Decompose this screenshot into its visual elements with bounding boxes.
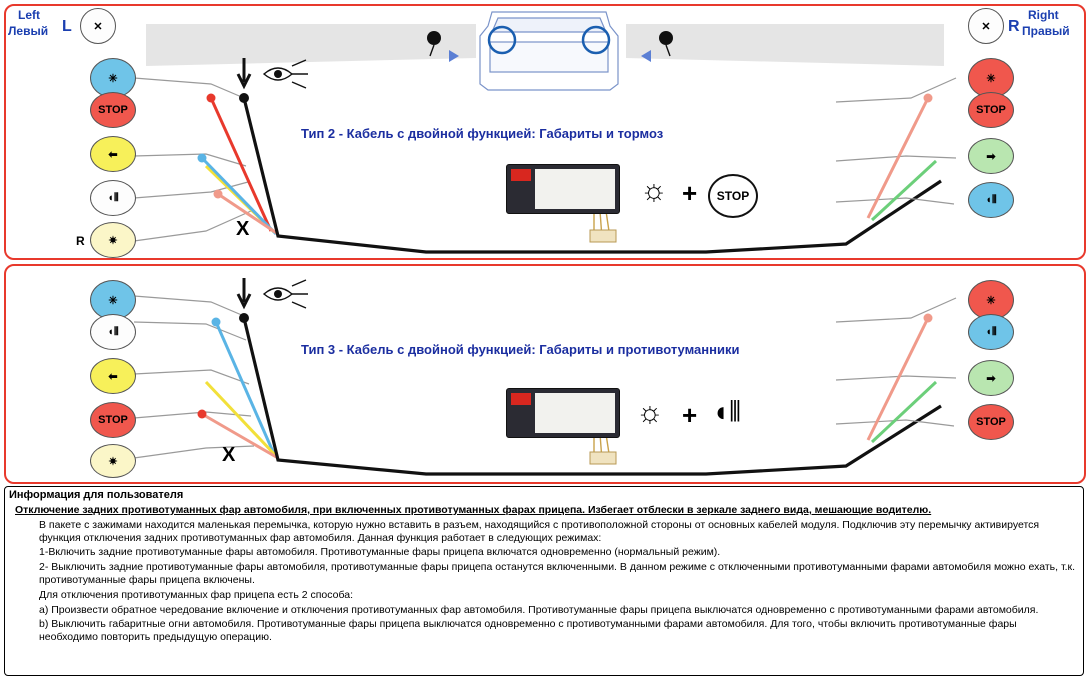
lamp3-left-fog: ◖⦀: [90, 314, 136, 350]
car-outline: [480, 12, 618, 90]
marker-light-icon: ☼: [640, 174, 668, 207]
module-box-2: [506, 164, 620, 214]
right-connector-icon: ✕: [968, 8, 1004, 44]
info-heading: Информация для пользователя: [9, 489, 184, 501]
info-paragraph-5: a) Произвести обратное чередование включение и отключения противотуманных фар автомобиля. Противотуманные фары прицепа выключатся одновременно с противотуманными фарами автомобиля.: [39, 603, 1039, 616]
module-logo: [511, 169, 531, 181]
panel-3-title: Тип 3 - Кабель с двойной функцией: Габариты и противотуманники: [301, 342, 740, 357]
info-paragraph-4: Для отключения противотуманных фар прицепа есть 2 способа:: [39, 588, 353, 601]
lamp3-left-plate: ✷: [90, 444, 136, 478]
label-left-en: Left: [18, 8, 40, 22]
stop-symbol-2: STOP: [708, 174, 758, 218]
lamp3-left-indicator: ⬅: [90, 358, 136, 394]
panel-3-graphics: [6, 266, 1084, 482]
lamp3-right-fog: ◖⦀: [968, 314, 1014, 350]
panel-2-title: Тип 2 - Кабель с двойной функцией: Габариты и тормоз: [301, 126, 664, 141]
lamp3-left-stop: STOP: [90, 402, 136, 438]
module-box-3: [506, 388, 620, 438]
lamp3-right-indicator: ➡: [968, 360, 1014, 396]
plus-sign-2: +: [682, 178, 698, 208]
module-label: [535, 169, 615, 209]
eye-icon-3: [264, 280, 308, 308]
module-logo-3: [511, 393, 531, 405]
lamp-right-indicator: ➡: [968, 138, 1014, 174]
lamp-left-reverse: ✳: [90, 58, 136, 98]
lamp3-left-reverse: ✳: [90, 280, 136, 320]
lamp-left-stop: STOP: [90, 92, 136, 128]
lamp-right-fog: ◖⦀: [968, 182, 1014, 218]
lamp-left-fog: ◖⦀: [90, 180, 136, 216]
module-label-3: [535, 393, 615, 433]
panel-2-graphics: [6, 6, 1084, 258]
info-paragraph-6: b) Выключить габаритные огни автомобиля. Противотуманные фары прицепа выключатся одновременно с противотуманными фарами автомобиля. Для того, чтобы включить противотуманные фары необходимо повторить предыдущую операцию.: [39, 618, 1017, 644]
down-arrow-icon-3: [238, 278, 250, 306]
lamp3-right-reverse: ✳: [968, 280, 1014, 320]
left-connector-icon: ✕: [80, 8, 116, 44]
label-left-ru: Левый: [8, 24, 49, 38]
panel-type-3: [4, 264, 1086, 484]
lamp3-right-stop: STOP: [968, 404, 1014, 440]
label-right-ru: Правый: [1022, 24, 1070, 38]
label-left-letter: L: [62, 18, 72, 35]
info-paragraph-1: В пакете с зажимами находится маленькая перемычка, которую нужно вставить в разъем, находящийся с противоположной стороны от основных кабелей модуля. Подключив эту перемычку активируется функция отключения задних противотуманных фар автомобиля. Данная функция работает в следующих режимах:: [39, 518, 1040, 544]
lamp-left-indicator: ⬅: [90, 136, 136, 172]
lamp-left-plate: ✷: [90, 222, 136, 258]
fog-light-icon-3: ◖⦀: [712, 396, 742, 427]
marker-light-icon-3: ☼: [636, 396, 664, 429]
panel-type-2: [4, 4, 1086, 260]
lamp-right-stop: STOP: [968, 92, 1014, 128]
x-mark-3: X: [222, 444, 236, 466]
user-information-box: [4, 486, 1084, 676]
eye-icon: [264, 60, 308, 88]
info-subheading: Отключение задних противотуманных фар автомобиля, при включенных противотуманных фарах прицепа. Избегает отблески в зеркале заднего вида, мешающие водителю.: [15, 504, 932, 516]
label-r-left: R: [76, 234, 85, 248]
label-right-letter: R: [1008, 18, 1020, 35]
info-paragraph-3: 2- Выключить задние противотуманные фары автомобиля, противотуманные фары прицепа останутся включенными. В данном режиме с отключенными противотуманными фарами автомобиля можно ехать, т.к. противотуманные фары прицепа включены.: [39, 561, 1076, 586]
plus-sign-3: +: [682, 400, 698, 430]
x-mark-2: X: [236, 218, 250, 240]
info-paragraph-2: 1-Включить задние противотуманные фары автомобиля. Противотуманные фары прицепа включатся одновременно (нормальный режим).: [39, 546, 721, 559]
lamp-right-reverse: ✳: [968, 58, 1014, 98]
label-right-en: Right: [1028, 8, 1059, 22]
